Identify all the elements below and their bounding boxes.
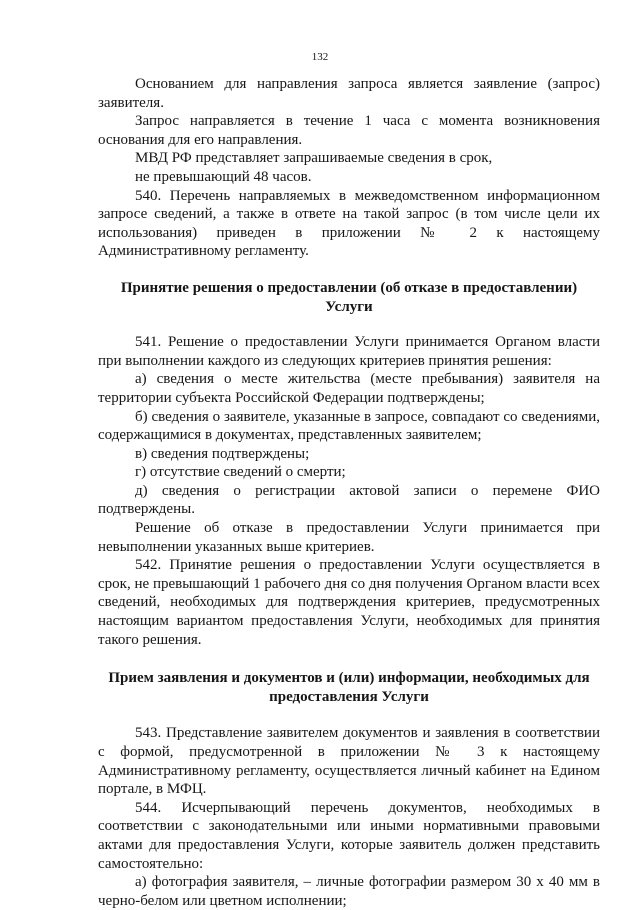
section-heading-application: Прием заявления и документов и (или) информации, необходимых для предоставления Услуги [108,670,590,705]
paragraph-request-timing: Запрос направляется в течение 1 часа с момента возникновения основания для его направления. [98,113,600,148]
paragraph-mvd-hours: не превышающий 48 часов. [135,168,312,185]
item-photo: а) фотография заявителя, – личные фотографии размером 30 х 40 мм в черно-белом или цветном исполнении; [98,874,600,909]
criterion-d: г) отсутствие сведений о смерти; [135,464,346,481]
page-number: 132 [311,51,329,63]
paragraph-mvd-term: МВД РФ представляет запрашиваемые сведения в срок, [135,150,493,167]
paragraph-basis: Основанием для направления запроса является заявление (запрос) заявителя. [98,76,600,111]
paragraph-544: 544. Исчерпывающий перечень документов, необходимых в соответствии с законодательными или иными нормативными правовыми актами для предоставления Услуги, которые заявитель должен представить самостоятельно: [98,799,600,872]
criterion-a: а) сведения о месте жительства (месте пребывания) заявителя на территории субъекта Российской Федерации подтверждены; [98,371,600,406]
criterion-b: б) сведения о заявителе, указанные в запросе, совпадают со сведениями, содержащимися в документах, представленных заявителем; [98,408,600,444]
paragraph-543: 543. Представление заявителем документов и заявления в соответствии с формой, предусмотренной в приложении № 3 к настоящему Административному регламенту, осуществляется личный кабинет на Едином портале, в МФЦ. [98,725,600,798]
page-body [98,75,600,910]
paragraph-refusal: Решение об отказе в предоставлении Услуги принимается при невыполнении указанных выше критериев. [98,520,600,555]
paragraph-540: 540. Перечень направляемых в межведомственном информационном запросе сведений, а также в ответе на такой запрос (в том числе цели их использования) приведен в приложении № 2 к настоящему Административному регламенту. [98,187,600,260]
section-heading-decision: Принятие решения о предоставлении (об отказе в предоставлении) Услуги [120,279,578,315]
criterion-c: в) сведения подтверждены; [135,445,310,462]
criterion-e: д) сведения о регистрации актовой записи о перемене ФИО подтверждены. [98,482,600,518]
paragraph-541: 541. Решение о предоставлении Услуги принимается Органом власти при выполнении каждого из следующих критериев принятия решения: [98,334,600,369]
paragraph-542: 542. Принятие решения о предоставлении Услуги осуществляется в срок, не превышающий 1 рабочего дня со дня получения Органом власти всех сведений, необходимых для подтверждения критериев, предусмотренных настоящим вариантом предоставления Услуги, необходимых для принятия такого решения. [98,557,600,648]
